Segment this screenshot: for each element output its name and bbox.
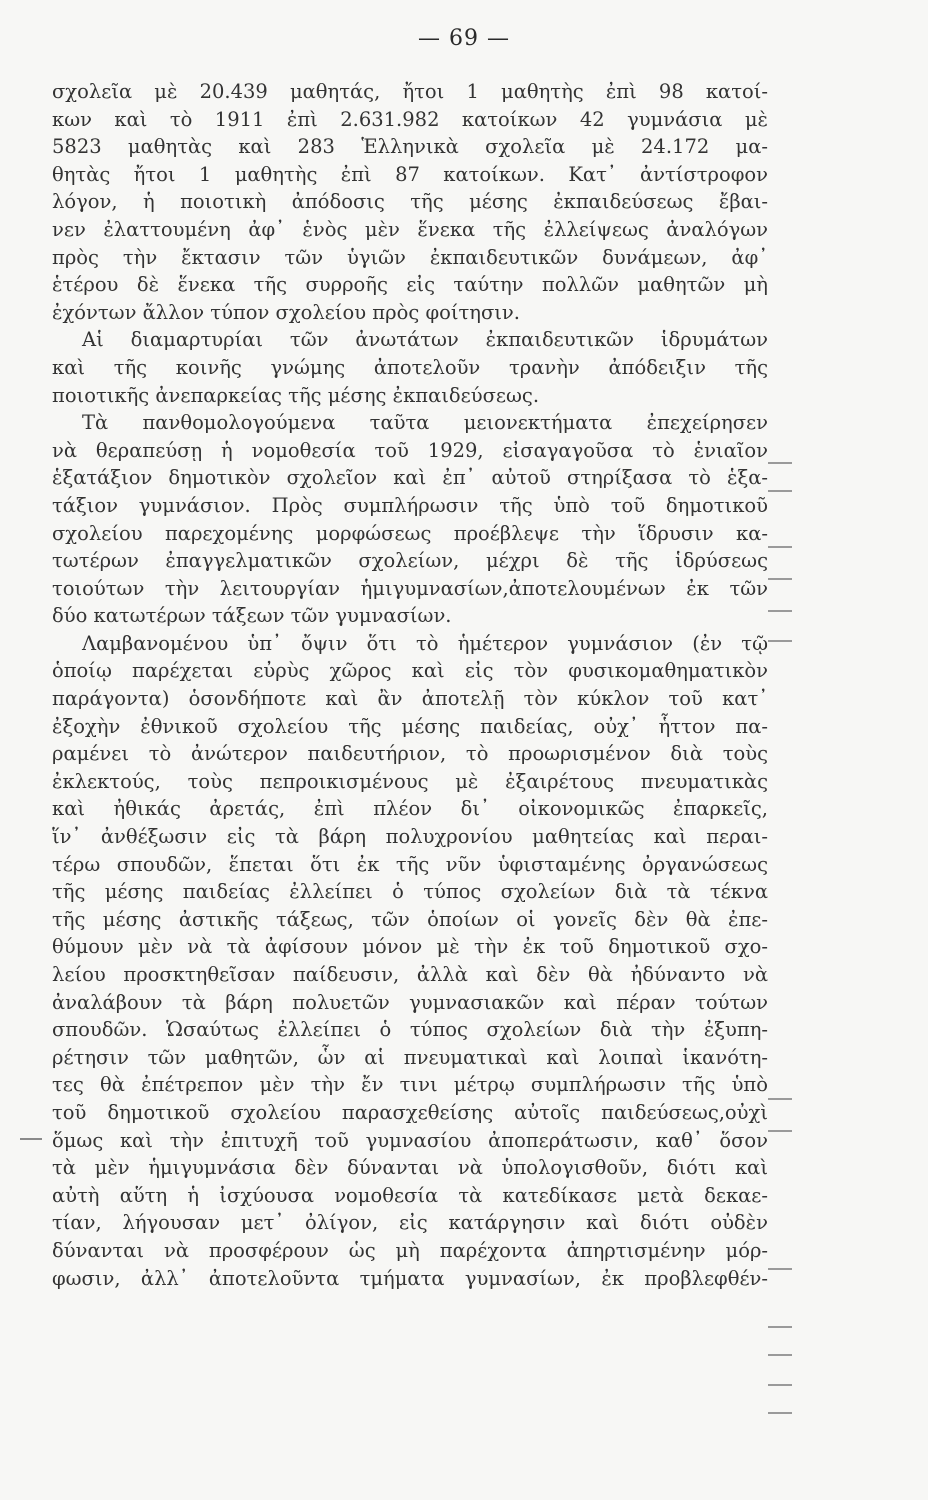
text-line: ρέτησιν τῶν μαθητῶν, ὧν αἱ πνευματικαὶ καὶ λοιπαὶ ἱκανότη- [52,1045,768,1069]
text-line: νὰ θεραπεύσῃ ἡ νομοθεσία τοῦ 1929, εἰσαγαγοῦσα τὸ ἑνιαῖον [52,438,768,462]
text-line: αὐτὴ αὕτη ἡ ἰσχύουσα νομοθεσία τὰ κατεδίκασε μετὰ δεκαε- [52,1183,768,1207]
text-line: καὶ τῆς κοινῆς γνώμης ἀποτελοῦν τρανὴν ἀπόδειξιν τῆς [52,355,768,379]
text-line: Λαμβανομένου ὑπ᾽ ὄψιν ὅτι τὸ ἡμέτερον γυμνάσιον (ἐν τῷ [82,631,768,655]
text-line: τοῦ δημοτικοῦ σχολείου παρασχεθείσης αὐτοῖς παιδεύσεως,οὐχὶ [52,1100,768,1124]
paragraph-4 [52,630,768,1292]
margin-mark [768,1268,792,1270]
paragraph-1 [52,78,768,326]
margin-mark [768,490,792,492]
margin-mark [768,1354,792,1356]
text-line: ἐξοχὴν ἐθνικοῦ σχολείου τῆς μέσης παιδείας, οὐχ᾽ ἧττον πα- [52,714,768,738]
text-line: τοιούτων τὴν λειτουργίαν ἡμιγυμνασίων,ἀποτελουμένων ἐκ τῶν [52,576,768,600]
margin-mark [768,578,792,580]
body-text [52,78,768,1292]
text-line: τίαν, λήγουσαν μετ᾽ ὀλίγον, εἰς κατάργησιν καὶ διότι οὐδὲν [52,1211,768,1235]
text-line: ἑξατάξιον δημοτικὸν σχολεῖον καὶ ἐπ᾽ αὐτοῦ στηρίξασα τὸ ἑξα- [52,466,768,490]
text-line: ἑτέρου δὲ ἕνεκα τῆς συρροῆς εἰς ταύτην πολλῶν μαθητῶν μὴ [52,273,768,297]
text-line: τῆς μέσης παιδείας ἐλλείπει ὁ τύπος σχολείων διὰ τὰ τέκνα [52,880,768,904]
margin-mark [768,1326,792,1328]
page-number: — 69 — [418,26,510,51]
text-line: κων καὶ τὸ 1911 ἐπὶ 2.631.982 κατοίκων 42 γυμνάσια μὲ [52,107,768,131]
text-line: τες θὰ ἐπέτρεπον μὲν τὴν ἔν τινι μέτρῳ συμπλήρωσιν τῆς ὑπὸ [52,1073,768,1097]
margin-mark [768,610,792,612]
text-line: τέρω σπουδῶν, ἕπεται ὅτι ἐκ τῆς νῦν ὑφισταμένης ὀργανώσεως [52,852,768,876]
text-line: ὅμως καὶ τὴν ἐπιτυχῆ τοῦ γυμνασίου ἀποπεράτωσιν, καθ᾽ ὅσον [52,1128,768,1152]
text-line: ἵν᾽ ἀνθέξωσιν εἰς τὰ βάρη πολυχρονίου μαθητείας καὶ περαι- [52,825,768,849]
text-line: ποιοτικῆς ἀνεπαρκείας τῆς μέσης ἐκπαιδεύσεως. [52,383,540,407]
text-line: νεν ἐλαττουμένη ἀφ᾽ ἑνὸς μὲν ἕνεκα τῆς ἐλλείψεως ἀναλόγων [52,217,768,241]
text-line: σχολείου παρεχομένης μορφώσεως προέβλεψε τὴν ἵδρυσιν κα- [52,521,768,545]
text-line: τάξιον γυμνάσιον. Πρὸς συμπλήρωσιν τῆς ὑπὸ τοῦ δημοτικοῦ [52,493,768,517]
text-line: ὁποίῳ παρέχεται εὐρὺς χῶρος καὶ εἰς τὸν φυσικομαθηματικὸν [52,659,768,683]
text-line: καὶ ἠθικάς ἀρετάς, ἐπὶ πλέον δι᾽ οἰκονομικῶς ἐπαρκεῖς, [52,797,768,821]
text-line: σχολεῖα μὲ 20.439 μαθητάς, ἤτοι 1 μαθητὴς ἐπὶ 98 κατοί- [52,80,768,103]
paragraph-2 [52,326,768,409]
margin-mark [768,1412,792,1414]
paragraph-3 [52,409,768,630]
margin-mark [768,462,792,464]
text-line: δύο κατωτέρων τάξεων τῶν γυμνασίων. [52,604,452,628]
text-line: θητὰς ἤτοι 1 μαθητὴς ἐπὶ 87 κατοίκων. Κατ᾽ ἀντίστροφον [52,162,768,186]
margin-mark [768,1130,792,1132]
margin-mark [768,1384,792,1386]
text-line: Αἱ διαμαρτυρίαι τῶν ἀνωτάτων ἐκπαιδευτικῶν ἱδρυμάτων [82,328,768,352]
text-line: σπουδῶν. Ὡσαύτως ἐλλείπει ὁ τύπος σχολείων διὰ τὴν ἐξυπη- [52,1018,768,1042]
text-line: δύνανται νὰ προσφέρουν ὡς μὴ παρέχοντα ἀπηρτισμένην μόρ- [52,1238,768,1262]
text-line: ραμένει τὸ ἀνώτερον παιδευτήριον, τὸ προωρισμένον διὰ τοὺς [52,742,768,766]
text-line: τωτέρων ἐπαγγελματικῶν σχολείων, μέχρι δὲ τῆς ἱδρύσεως [52,549,768,573]
text-line: τὰ μὲν ἡμιγυμνάσια δὲν δύνανται νὰ ὑπολογισθοῦν, διότι καὶ [52,1156,768,1180]
margin-mark [768,640,792,642]
text-line: ἐχόντων ἄλλον τύπον σχολείου πρὸς φοίτησιν. [52,300,520,324]
margin-mark-left [20,1138,42,1140]
text-line: λείου προσκτηθεῖσαν παίδευσιν, ἀλλὰ καὶ δὲν θὰ ἠδύναντο νὰ [52,963,768,986]
text-line: Τὰ πανθομολογούμενα ταῦτα μειονεκτήματα ἐπεχείρησεν [82,411,768,435]
margin-mark [768,546,792,548]
text-line: παράγοντα) ὁσονδήποτε καὶ ἂν ἀποτελῇ τὸν κύκλον τοῦ κατ᾽ [52,687,768,711]
text-line: ἐκλεκτούς, τοὺς πεπροικισμένους μὲ ἐξαιρέτους πνευματικὰς [52,769,768,793]
text-line: φωσιν, ἀλλ᾽ ἀποτελοῦντα τμήματα γυμνασίων, ἐκ προβλεφθέν- [52,1266,768,1290]
text-line: ἀναλάβουν τὰ βάρη πολυετῶν γυμνασιακῶν καὶ πέραν τούτων [52,990,768,1014]
text-line: πρὸς τὴν ἔκτασιν τῶν ὑγιῶν ἐκπαιδευτικῶν δυνάμεων, ἀφ᾽ [52,245,768,269]
margin-mark [768,1098,792,1100]
text-line: τῆς μέσης ἀστικῆς τάξεως, τῶν ὁποίων οἱ γονεῖς δὲν θὰ ἐπε- [52,907,768,931]
text-line: θύμουν μὲν νὰ τὰ ἀφίσουν μόνον μὲ τὴν ἐκ τοῦ δημοτικοῦ σχο- [52,935,768,959]
text-line: λόγον, ἡ ποιοτικὴ ἀπόδοσις τῆς μέσης ἐκπαιδεύσεως ἔβαι- [52,190,768,214]
text-line: 5823 μαθητὰς καὶ 283 Ἑλληνικὰ σχολεῖα μὲ 24.172 μα- [52,135,768,159]
